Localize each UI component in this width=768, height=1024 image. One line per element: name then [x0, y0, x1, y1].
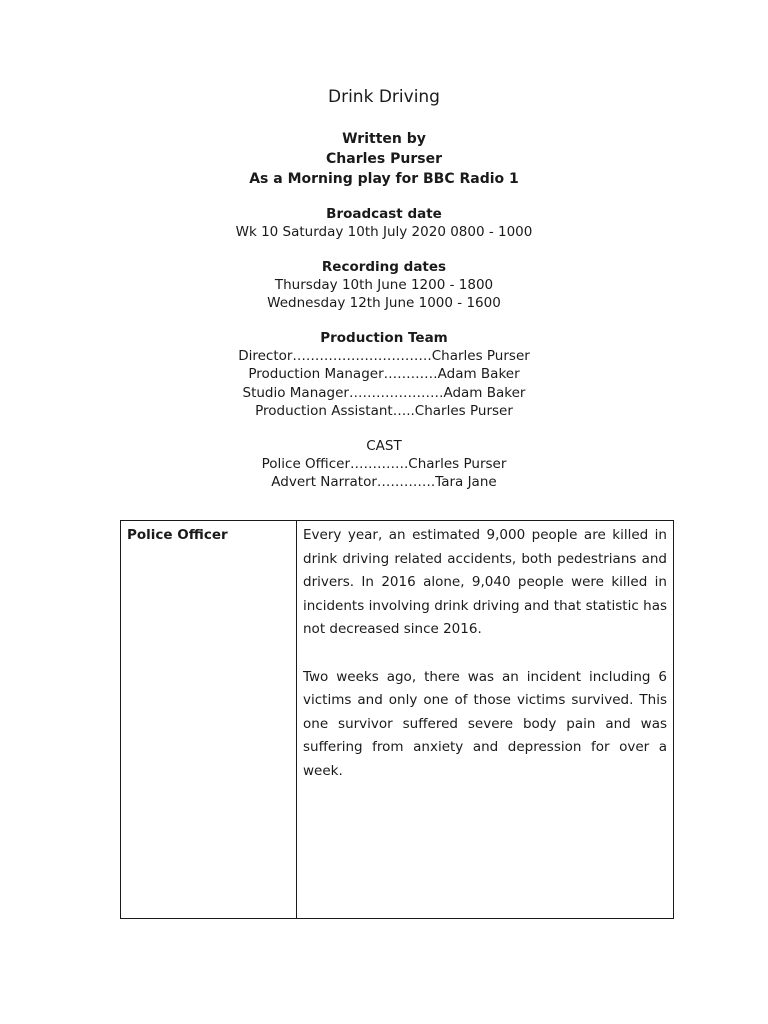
broadcast-heading: Broadcast date [326, 206, 442, 222]
broadcast-date: Wk 10 Saturday 10th July 2020 0800 - 1000 [235, 224, 533, 240]
written-by-label: Written by [342, 131, 426, 147]
recording-date-line: Thursday 10th June 1200 - 1800 [274, 276, 494, 293]
credit-line: Production Assistant…..Charles Purser [255, 403, 513, 419]
document-title: Drink Driving [328, 87, 440, 107]
production-team-heading: Production Team [320, 329, 448, 346]
cast-line: Police Officer………….Charles Purser [261, 455, 507, 472]
character-name: Police Officer [121, 521, 297, 919]
script-table [120, 520, 674, 919]
cast-block [0, 437, 768, 492]
credit-line: Director………………………….Charles Purser [238, 347, 530, 364]
cast-line: Advert Narrator………….Tara Jane [271, 474, 497, 490]
dialogue-paragraph: Every year, an estimated 9,000 people are killed in drink driving related accidents, both pedestrians and drivers. In 2016 alone, 9,040 people were killed in incidents involving drink driving and that statistic has not decreased since 2016. [303, 527, 667, 638]
title-page-header [0, 85, 768, 508]
credit-line: Studio Manager…………………Adam Baker [242, 384, 526, 401]
recording-block [0, 258, 768, 313]
author-name: Charles Purser [326, 151, 442, 167]
dialogue-cell [297, 521, 674, 919]
dialogue-paragraph: Two weeks ago, there was an incident including 6 victims and only one of those victims survived. This one survivor suffered severe body pain and was suffering from anxiety and depression for over a week. [303, 668, 667, 779]
authorship-block [0, 129, 768, 189]
recording-heading: Recording dates [321, 258, 447, 275]
format-line: As a Morning play for BBC Radio 1 [249, 171, 519, 187]
credit-line: Production Manager…………Adam Baker [248, 366, 520, 382]
recording-date-line: Wednesday 12th June 1000 - 1600 [267, 295, 501, 311]
script-row [121, 521, 674, 919]
cast-heading: CAST [366, 437, 402, 454]
broadcast-block [0, 205, 768, 242]
production-team-block [0, 329, 768, 421]
